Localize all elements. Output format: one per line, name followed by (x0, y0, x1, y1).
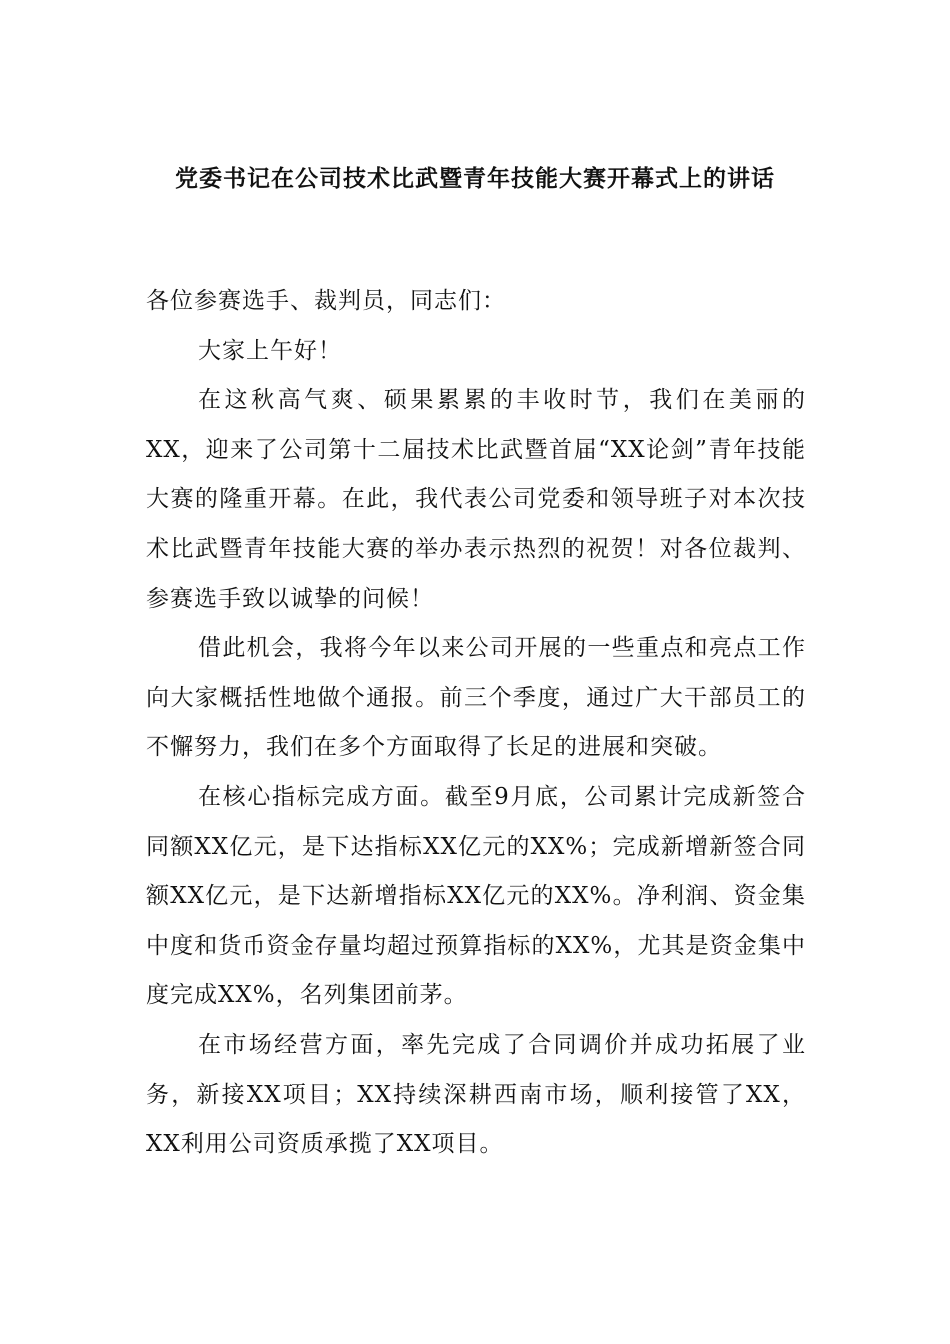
salutation: 各位参赛选手、裁判员，同志们： (146, 288, 506, 314)
document-title: 党委书记在公司技术比武暨青年技能大赛开幕式上的讲话 (175, 165, 775, 192)
paragraph-greeting: 大家上午好！ (198, 337, 342, 364)
paragraph-market-operations: 在市场经营方面，率先完成了合同调价并成功拓展了业务，新接XX项目；XX持续深耕西南市场，顺利接管了XX，XX利用公司资质承揽了XX项目。 (146, 1031, 806, 1158)
paragraph-report-intro: 借此机会，我将今年以来公司开展的一些重点和亮点工作向大家概括性地做个通报。前三个季度，通过广大干部员工的不懈努力，我们在多个方面取得了长足的进展和突破。 (146, 635, 806, 761)
document-body (146, 277, 806, 1170)
paragraph-core-indicators: 在核心指标完成方面。截至9月底，公司累计完成新签合同额XX亿元，是下达指标XX亿元的XX%；完成新增新签合同额XX亿元，是下达新增指标XX亿元的XX%。净利润、资金集中度和货币资金存量均超过预算指标的XX%，尤其是资金集中度完成XX%，名列集团前茅。 (146, 783, 806, 1009)
paragraph-opening: 在这秋高气爽、硕果累累的丰收时节，我们在美丽的XX，迎来了公司第十二届技术比武暨首届“XX论剑”青年技能大赛的隆重开幕。在此，我代表公司党委和领导班子对本次技术比武暨青年技能大赛的举办表示热烈的祝贺！对各位裁判、参赛选手致以诚挚的问候！ (146, 387, 806, 612)
